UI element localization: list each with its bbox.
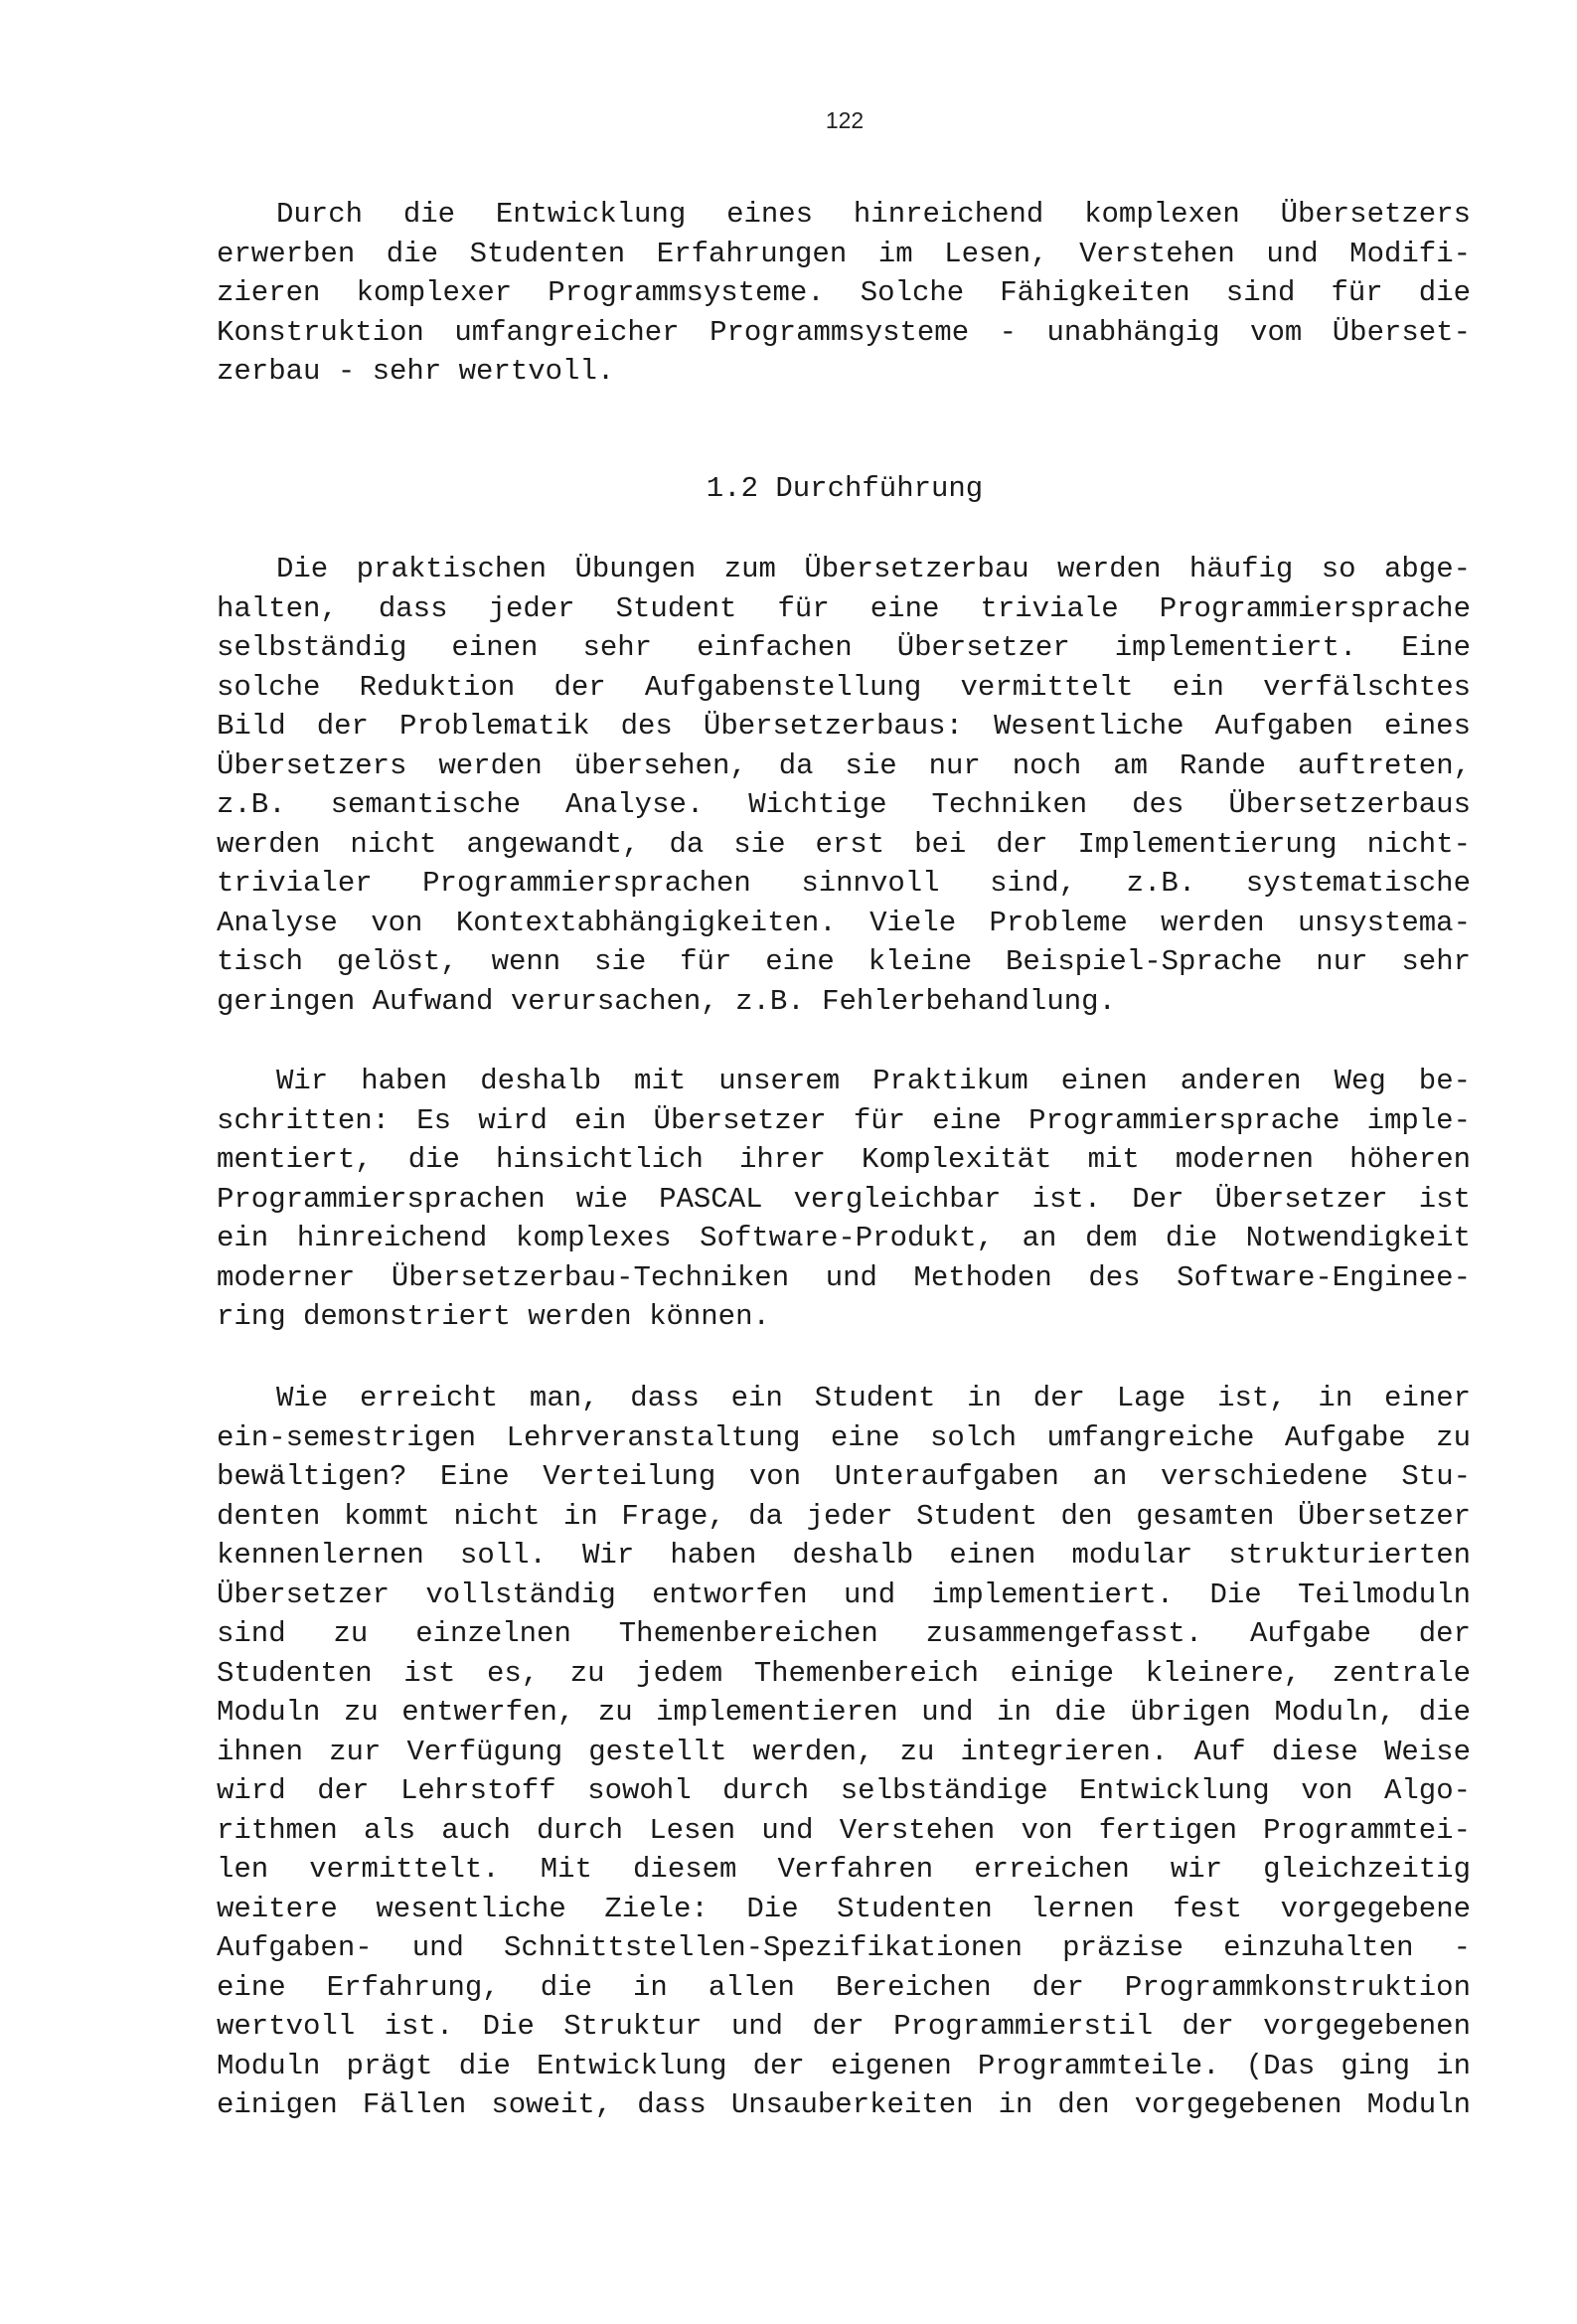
text-line: solche Reduktion der Aufgabenstellung vermittelt ein verfälschtes (217, 670, 1471, 704)
text-line: geringen Aufwand verursachen, z.B. Fehlerbehandlung. (217, 984, 1116, 1018)
text-line: Durch die Entwicklung eines hinreichend komplexen Übersetzers (276, 198, 1471, 231)
text-line: weitere wesentliche Ziele: Die Studenten lernen fest vorgegebene (217, 1892, 1471, 1925)
text-line: halten, dass jeder Student für eine triviale Programmiersprache (217, 591, 1471, 625)
paragraph-2 (217, 550, 1471, 1021)
text-line: Programmiersprachen wie PASCAL vergleichbar ist. Der Übersetzer ist (217, 1182, 1471, 1216)
text-line: erwerben die Studenten Erfahrungen im Lesen, Verstehen und Modifi- (217, 237, 1471, 270)
text-line: Übersetzers werden übersehen, da sie nur noch am Rande auftreten, (217, 748, 1471, 782)
text-line: wertvoll ist. Die Struktur und der Programmierstil der vorgegebenen (217, 2010, 1471, 2043)
section-heading: 1.2 Durchführung (706, 472, 984, 505)
text-line: Wir haben deshalb mit unserem Praktikum einen anderen Weg be- (276, 1065, 1471, 1097)
text-line: zieren komplexer Programmsysteme. Solche Fähigkeiten sind für die (217, 276, 1471, 309)
text-line: Moduln zu entwerfen, zu implementieren und in die übrigen Moduln, die (217, 1696, 1471, 1729)
text-line: moderner Übersetzerbau-Techniken und Methoden des Software-Enginee- (217, 1260, 1471, 1294)
text-line: trivialer Programmiersprachen sinnvoll sind, z.B. systematische (217, 867, 1471, 900)
text-line: schritten: Es wird ein Übersetzer für eine Programmiersprache imple- (217, 1103, 1471, 1137)
text-line: Moduln prägt die Entwicklung der eigenen Programmteile. (Das ging in (217, 2049, 1471, 2082)
text-line: wird der Lehrstoff sowohl durch selbständige Entwicklung von Algo- (217, 1774, 1471, 1807)
text-line: Studenten ist es, zu jedem Themenbereich einige kleinere, zentrale (217, 1656, 1471, 1690)
text-line: bewältigen? Eine Verteilung von Unteraufgaben an verschiedene Stu- (217, 1460, 1471, 1493)
text-line: denten kommt nicht in Frage, da jeder Student den gesamten Übersetzer (217, 1499, 1471, 1533)
text-line: kennenlernen soll. Wir haben deshalb einen modular strukturierten (217, 1539, 1471, 1572)
paragraph-3 (217, 1062, 1471, 1337)
text-line: einigen Fällen soweit, dass Unsauberkeiten in den vorgegebenen Moduln (217, 2088, 1471, 2121)
text-line: Bild der Problematik des Übersetzerbaus: Wesentliche Aufgaben eines (217, 710, 1471, 743)
paragraph-1 (217, 195, 1471, 392)
text-line: ein-semestrigen Lehrveranstaltung eine solch umfangreiche Aufgabe zu (217, 1420, 1471, 1454)
text-line: Konstruktion umfangreicher Programmsysteme - unabhängig vom Überset- (217, 315, 1471, 349)
text-line: ihnen zur Verfügung gestellt werden, zu integrieren. Auf diese Weise (217, 1735, 1471, 1768)
text-line: len vermittelt. Mit diesem Verfahren erreichen wir gleichzeitig (217, 1853, 1471, 1886)
text-line: selbständig einen sehr einfachen Übersetzer implementiert. Eine (217, 631, 1471, 664)
text-line: mentiert, die hinsichtlich ihrer Komplexität mit modernen höheren (217, 1143, 1471, 1176)
text-line: Wie erreicht man, dass ein Student in der Lage ist, in einer (276, 1382, 1471, 1414)
text-line: tisch gelöst, wenn sie für eine kleine Beispiel-Sprache nur sehr (217, 945, 1471, 978)
text-line: rithmen als auch durch Lesen und Verstehen von fertigen Programmtei- (217, 1813, 1471, 1847)
text-line: Analyse von Kontextabhängigkeiten. Viele Probleme werden unsystema- (217, 906, 1471, 939)
text-line: Übersetzer vollständig entworfen und implementiert. Die Teilmoduln (217, 1577, 1471, 1611)
page-number: 122 (825, 107, 865, 133)
text-line: z.B. semantische Analyse. Wichtige Techniken des Übersetzerbaus (217, 788, 1471, 821)
text-line: eine Erfahrung, die in allen Bereichen der Programmkonstruktion (217, 1970, 1471, 2004)
text-line: Aufgaben- und Schnittstellen-Spezifikationen präzise einzuhalten - (217, 1931, 1471, 1964)
text-line: Die praktischen Übungen zum Übersetzerbau werden häufig so abge- (276, 553, 1471, 585)
text-line: zerbau - sehr wertvoll. (217, 355, 615, 388)
text-line: ein hinreichend komplexes Software-Produkt, an dem die Notwendigkeit (217, 1222, 1471, 1254)
text-line: sind zu einzelnen Themenbereichen zusammengefasst. Aufgabe der (217, 1617, 1471, 1650)
text-line: ring demonstriert werden können. (217, 1300, 770, 1333)
text-line: werden nicht angewandt, da sie erst bei der Implementierung nicht- (217, 827, 1471, 861)
paragraph-4 (217, 1379, 1471, 2125)
